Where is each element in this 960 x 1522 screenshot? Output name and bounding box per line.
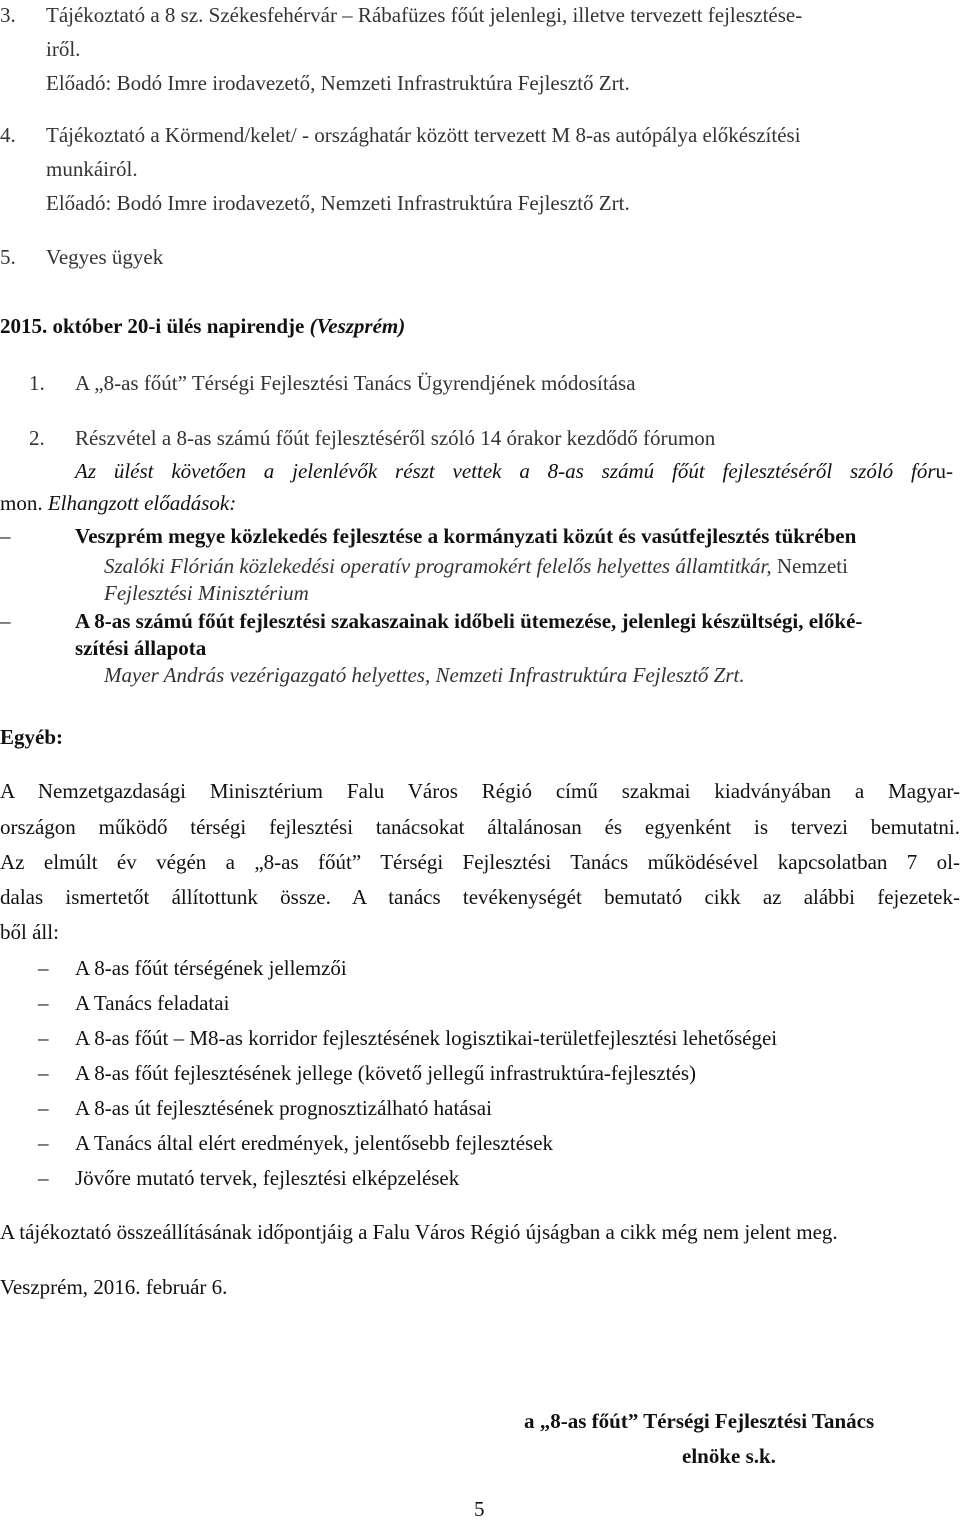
place-date: Veszprém, 2016. február 6. [0, 1275, 228, 1299]
dash-bullet: – [38, 956, 49, 980]
list-item: A Tanács feladatai [75, 991, 230, 1015]
session-heading-date: 2015. október 20-i ülés napirendje [0, 314, 305, 338]
agenda-item-text: Részvétel a 8-as számú főút fejlesztéséről szóló 14 órakor kezdődő fórumon [75, 426, 716, 450]
list-item: Jövőre mutató tervek, fejlesztési elképzelések [75, 1166, 460, 1190]
item-number: 2. [29, 426, 45, 450]
agenda-item-text: Vegyes ügyek [46, 245, 164, 269]
talk-title: Veszprém megye közlekedés fejlesztése a kormányzati közút és vasútfejlesztés tükrében [75, 524, 857, 548]
agenda-item-text: munkáiról. [46, 157, 138, 181]
forum-note [75, 458, 953, 484]
speaker-name: Szalóki Flórián közlekedési operatív programokért felelős helyettes államtitkár, [104, 554, 772, 578]
para-line: ből áll: [0, 920, 59, 944]
list-item: A Tanács által elért eredmények, jelentősebb fejlesztések [75, 1131, 554, 1155]
agenda-item-text: iről. [46, 37, 81, 61]
forum-note-cont [0, 490, 236, 516]
talk-speaker [104, 553, 848, 579]
forum-note-text-tail: u- [935, 459, 953, 483]
presenter: Előadó: Bodó Imre irodavezető, Nemzeti Infrastruktúra Fejlesztő Zrt. [46, 191, 630, 215]
list-item: A 8-as út fejlesztésének prognosztizálható hatásai [75, 1096, 492, 1120]
list-item: A 8-as főút térségének jellemzői [75, 956, 347, 980]
item-number: 3. [0, 3, 16, 27]
item-number: 5. [0, 245, 16, 269]
other-heading: Egyéb: [0, 725, 63, 749]
dash-bullet: – [38, 1026, 49, 1050]
talks-label: Elhangzott előadások: [47, 491, 237, 515]
item-number: 1. [29, 371, 45, 395]
list-item: A 8-as főút fejlesztésének jellege (követő jellegű infrastruktúra-fejlesztés) [75, 1061, 696, 1085]
para-line: dalas ismertetőt állítottunk össze. A tanács tevékenységét bemutató cikk az alábbi fejezetek- [0, 885, 960, 909]
talk-speaker: Mayer András vezérigazgató helyettes, Nemzeti Infrastruktúra Fejlesztő Zrt. [104, 663, 745, 687]
dash-bullet: – [38, 1131, 49, 1155]
list-item: A 8-as főút – M8-as korridor fejlesztésének logisztikai-területfejlesztési lehetőségei [75, 1026, 778, 1050]
speaker-org: Fejlesztési Minisztérium [104, 581, 309, 605]
forum-note-text: Az ülést követően a jelenlévők részt vettek a 8-as számú főút fejlesztéséről szóló fór [75, 459, 936, 483]
dash-bullet: – [0, 524, 11, 548]
closing-sentence: A tájékoztató összeállításának időpontjáig a Falu Város Régió újságban a cikk még nem jelent meg. [0, 1220, 838, 1244]
session-heading [0, 313, 405, 339]
page-number: 5 [474, 1497, 485, 1521]
item-number: 4. [0, 123, 16, 147]
session-heading-place: (Veszprém) [309, 314, 406, 338]
para-line: országon működő térségi fejlesztési tanácsokat általánosan és egyenként is tervezi bemutatni. [0, 815, 960, 839]
dash-bullet: – [38, 991, 49, 1015]
agenda-item-text: Tájékoztató a 8 sz. Székesfehérvár – Rábafüzes főút jelenlegi, illetve tervezett fejlesztése- [46, 3, 803, 27]
agenda-item-text: Tájékoztató a Körmend/kelet/ - országhatár között tervezett M 8-as autópálya előkészítési [46, 123, 801, 147]
talk-title: A 8-as számú főút fejlesztési szakaszainak időbeli ütemezése, jelenlegi készültségi, előké- [75, 609, 863, 633]
presenter: Előadó: Bodó Imre irodavezető, Nemzeti Infrastruktúra Fejlesztő Zrt. [46, 71, 630, 95]
forum-note-text: mon. [0, 491, 43, 515]
agenda-item-text: A „8-as főút” Térségi Fejlesztési Tanács Ügyrendjének módosítása [75, 371, 636, 395]
signature-line: a „8-as főút” Térségi Fejlesztési Tanács [524, 1409, 875, 1433]
signature-line: elnöke s.k. [682, 1444, 776, 1468]
dash-bullet: – [0, 609, 11, 633]
dash-bullet: – [38, 1096, 49, 1120]
dash-bullet: – [38, 1061, 49, 1085]
dash-bullet: – [38, 1166, 49, 1190]
talk-title: szítési állapota [75, 636, 207, 660]
para-line: Az elmúlt év végén a „8-as főút” Térségi Fejlesztési Tanács működésével kapcsolatban 7 ol- [0, 850, 960, 874]
speaker-org: Nemzeti [776, 554, 848, 578]
para-line: A Nemzetgazdasági Minisztérium Falu Város Régió című szakmai kiadványában a Magyar- [0, 779, 960, 803]
